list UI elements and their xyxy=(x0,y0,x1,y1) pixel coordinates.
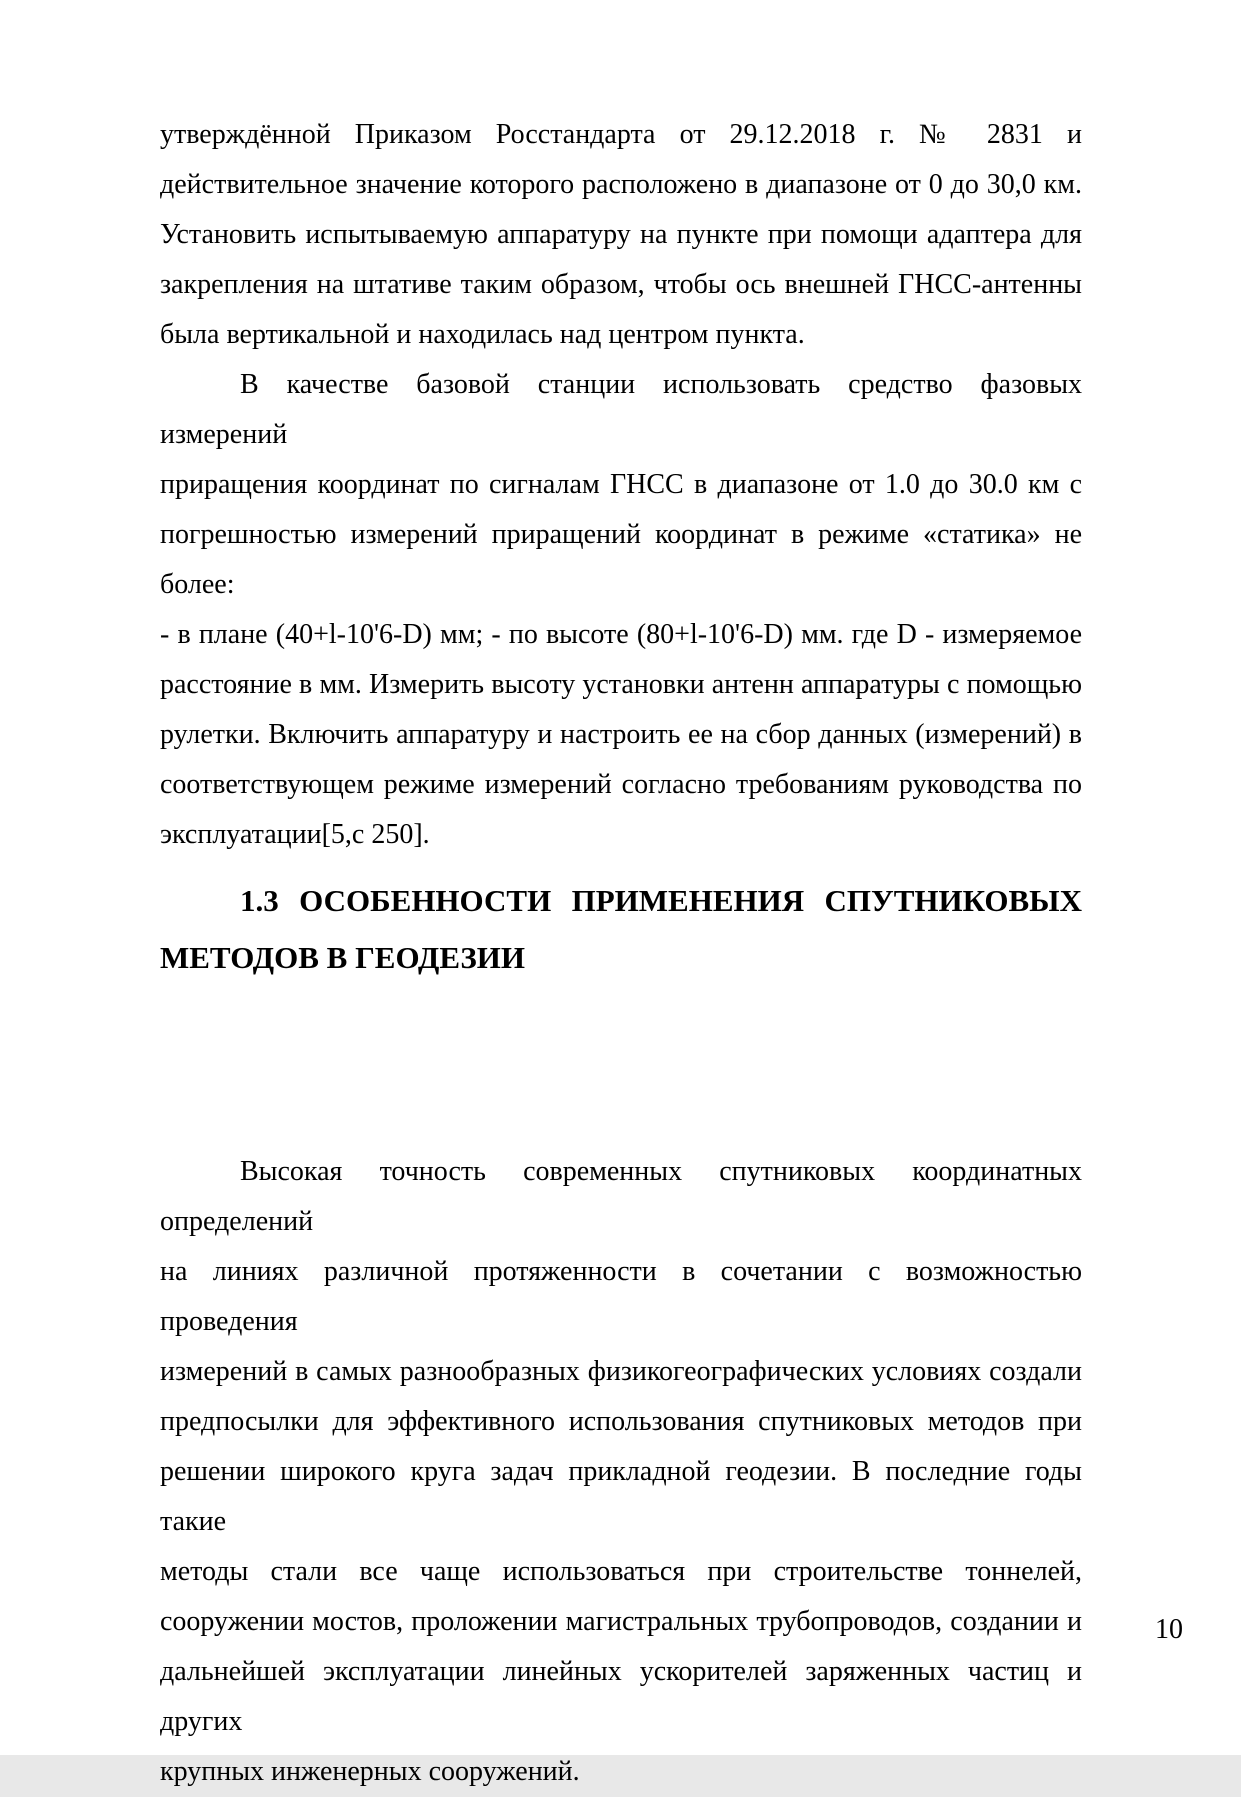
text-line: В качестве базовой станции использовать средство фазовых измерений xyxy=(160,369,1082,450)
text-line: Установить испытываемую аппаратуру на пункте при помощи адаптера для xyxy=(160,219,1082,250)
text-line: - в плане (40+l-10'6-D) мм; - по высоте (80+l-10'6-D) мм. где D - измеряемое xyxy=(160,619,1082,650)
text-line: погрешностью измерений приращений координат в режиме «статика» не более: xyxy=(160,519,1082,600)
text-line: была вертикальной и находилась над центром пункта. xyxy=(160,319,805,350)
text-line: методы стали все чаще использоваться при строительстве тоннелей, xyxy=(160,1556,1082,1587)
page-number: 10 xyxy=(1155,1614,1183,1645)
text-line: утверждённой Приказом Росстандарта от 29.12.2018 г. № 2831 и xyxy=(160,119,1082,150)
text-line: действительное значение которого расположено в диапазоне от 0 до 30,0 км. xyxy=(160,169,1082,200)
body-paragraph xyxy=(160,1147,1082,1797)
body-paragraph xyxy=(160,360,1082,860)
section-heading xyxy=(160,872,1082,986)
heading-line: МЕТОДОВ В ГЕОДЕЗИИ xyxy=(160,940,526,975)
text-line: приращения координат по сигналам ГНСС в диапазоне от 1.0 до 30.0 км с xyxy=(160,469,1082,500)
text-line: расстояние в мм. Измерить высоту установки антенн аппаратуры с помощью xyxy=(160,669,1082,700)
text-line: решении широкого круга задач прикладной геодезии. В последние годы такие xyxy=(160,1456,1082,1537)
text-line: рулетки. Включить аппаратуру и настроить ее на сбор данных (измерений) в xyxy=(160,719,1082,750)
text-line: дальнейшей эксплуатации линейных ускорителей заряженных частиц и других xyxy=(160,1656,1082,1737)
text-line: сооружении мостов, проложении магистральных трубопроводов, создании и xyxy=(160,1606,1082,1637)
text-line: Высокая точность современных спутниковых координатных определений xyxy=(160,1156,1082,1237)
text-line: закрепления на штативе таким образом, чтобы ось внешней ГНСС-антенны xyxy=(160,269,1082,300)
text-line: предпосылки для эффективного использования спутниковых методов при xyxy=(160,1406,1082,1437)
text-line: эксплуатации[5,с 250]. xyxy=(160,819,430,850)
paragraph-continuation xyxy=(160,110,1082,360)
text-line: измерений в самых разнообразных физикогеографических условиях создали xyxy=(160,1356,1082,1387)
text-line: соответствующем режиме измерений согласно требованиям руководства по xyxy=(160,769,1082,800)
heading-line: 1.3 ОСОБЕННОСТИ ПРИМЕНЕНИЯ СПУТНИКОВЫХ xyxy=(240,883,1082,918)
text-line: на линиях различной протяженности в сочетании с возможностью проведения xyxy=(160,1256,1082,1337)
text-line: крупных инженерных сооружений. xyxy=(160,1756,580,1787)
